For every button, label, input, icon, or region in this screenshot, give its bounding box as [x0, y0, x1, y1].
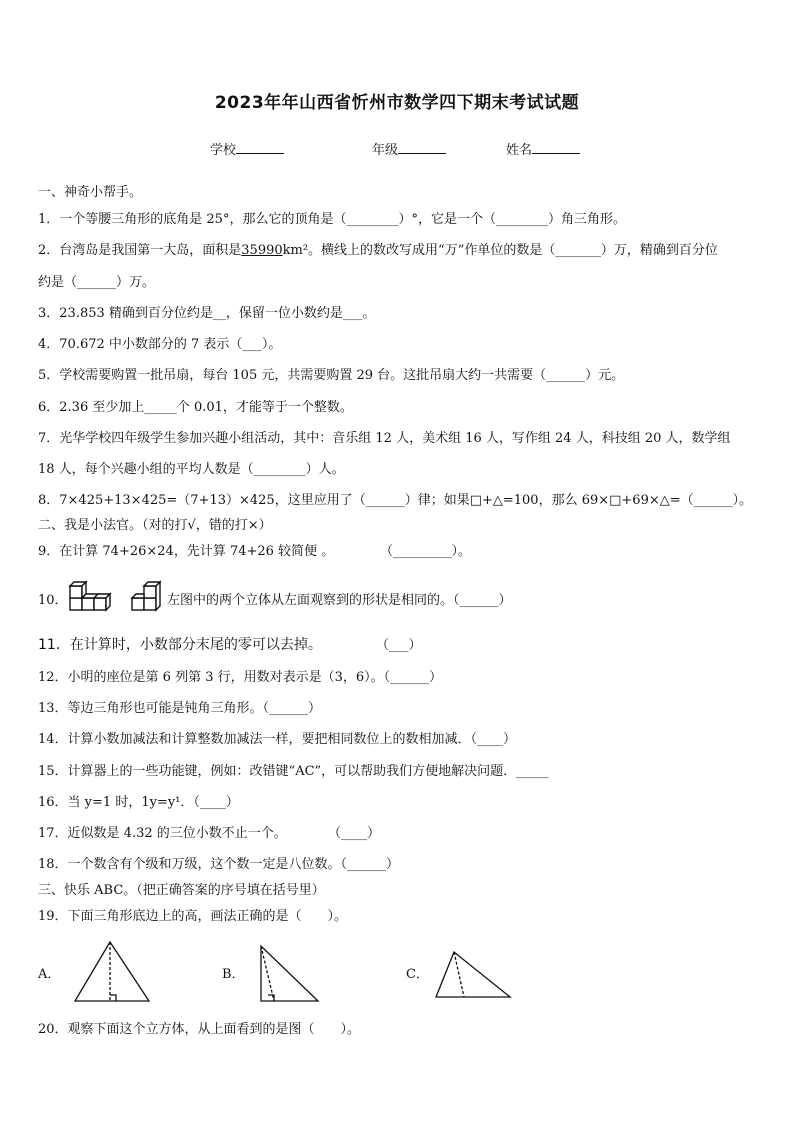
name-label: 姓名 — [506, 143, 533, 158]
question-1: 1．一个等腰三角形的底角是 25°，那么它的顶角是（________）°，它是一个（________）角三角形。 — [38, 212, 626, 227]
question-2-line-1 — [38, 239, 718, 258]
question-15: 15．计算器上的一些功能键，例如：改错键“AC”，可以帮助我们方便地解决问题．_____ — [38, 764, 549, 779]
section-3-heading: 三、快乐 ABC。（把正确答案的序号填在括号里） — [38, 883, 325, 898]
question-7-line-2: 18 人，每个兴趣小组的平均人数是（________）人。 — [38, 462, 345, 477]
cube-figure-right-icon — [130, 578, 166, 612]
triangle-a-icon — [72, 940, 152, 1004]
question-2-underlined-number: 35990 — [241, 243, 283, 258]
question-10-number: 10． — [38, 593, 68, 608]
triangle-c-icon — [434, 950, 512, 1000]
question-14: 14．计算小数加减法和计算整数加减法一样，要把相同数位上的数相加减．（____） — [38, 732, 517, 747]
question-7-line-1: 7．光华学校四年级学生参加兴趣小组活动，其中：音乐组 12 人，美术组 16 人，写作组 24 人，科技组 20 人，数学组 — [38, 431, 731, 446]
school-field — [210, 139, 284, 158]
question-2-prefix: 2．台湾岛是我国第一大岛，面积是 — [38, 243, 242, 258]
option-b-label: B． — [222, 967, 245, 982]
school-label: 学校 — [210, 143, 237, 158]
question-4: 4．70.672 中小数部分的 7 表示（___）。 — [38, 337, 282, 352]
section-2-heading: 二、我是小法官。（对的打√，错的打×） — [38, 518, 272, 533]
question-5: 5．学校需要购置一批吊扇，每台 105 元，共需要购置 29 台。这批吊扇大约一共需要（______）元。 — [38, 368, 625, 383]
grade-label: 年级 — [372, 143, 399, 158]
page-title: 2023年年山西省忻州市数学四下期末考试试题 — [214, 93, 580, 113]
grade-blank — [398, 141, 446, 154]
question-9-answer-blank: （_________）。 — [380, 544, 472, 559]
triangle-b-icon — [258, 944, 320, 1004]
name-blank — [532, 141, 580, 154]
name-field — [506, 139, 580, 158]
question-3: 3．23.853 精确到百分位约是__，保留一位小数约是___。 — [38, 306, 376, 321]
grade-field — [372, 139, 446, 158]
question-9: 9．在计算 74+26×24，先计算 74+26 较简便 。 — [38, 544, 335, 559]
question-8: 8．7×425+13×425=（7+13）×425，这里应用了（______）律；如果□+△=100，那么 69×□+69×△=（______）。 — [38, 493, 753, 508]
question-2-line-2: 约是（______）万。 — [38, 275, 156, 290]
school-blank — [236, 141, 284, 154]
question-16: 16．当 y=1 时，1y=y¹．（____） — [38, 795, 239, 810]
question-18: 18．一个数含有个级和万级，这个数一定是八位数。（______） — [38, 857, 400, 872]
question-19: 19．下面三角形底边上的高，画法正确的是（ ）。 — [38, 909, 348, 924]
question-11: 11．在计算时，小数部分末尾的零可以去掉。 — [38, 637, 322, 653]
question-13: 13．等边三角形也可能是钝角三角形。（______） — [38, 701, 322, 716]
question-17: 17．近似数是 4.32 的三位小数不止一个。 — [38, 826, 287, 841]
option-c-label: C． — [406, 967, 429, 982]
cube-figure-left-icon — [68, 578, 110, 612]
question-6: 6．2.36 至少加上_____个 0.01，才能等于一个整数。 — [38, 400, 353, 415]
option-a-label: A． — [38, 967, 61, 982]
question-10-text: 左图中的两个立体从左面观察到的形状是相同的。（______） — [167, 593, 512, 608]
section-1-heading: 一、神奇小帮手。 — [38, 185, 143, 200]
question-12: 12．小明的座位是第 6 列第 3 行，用数对表示是（3，6）。（______） — [38, 670, 443, 685]
question-20: 20．观察下面这个立方体，从上面看到的是图（ ）。 — [38, 1022, 361, 1037]
question-11-answer-blank: （___） — [376, 638, 422, 653]
question-2-suffix: km²。横线上的数改写成用“万”作单位的数是（_______）万，精确到百分位 — [282, 243, 718, 258]
question-17-answer-blank: （____） — [328, 826, 381, 841]
